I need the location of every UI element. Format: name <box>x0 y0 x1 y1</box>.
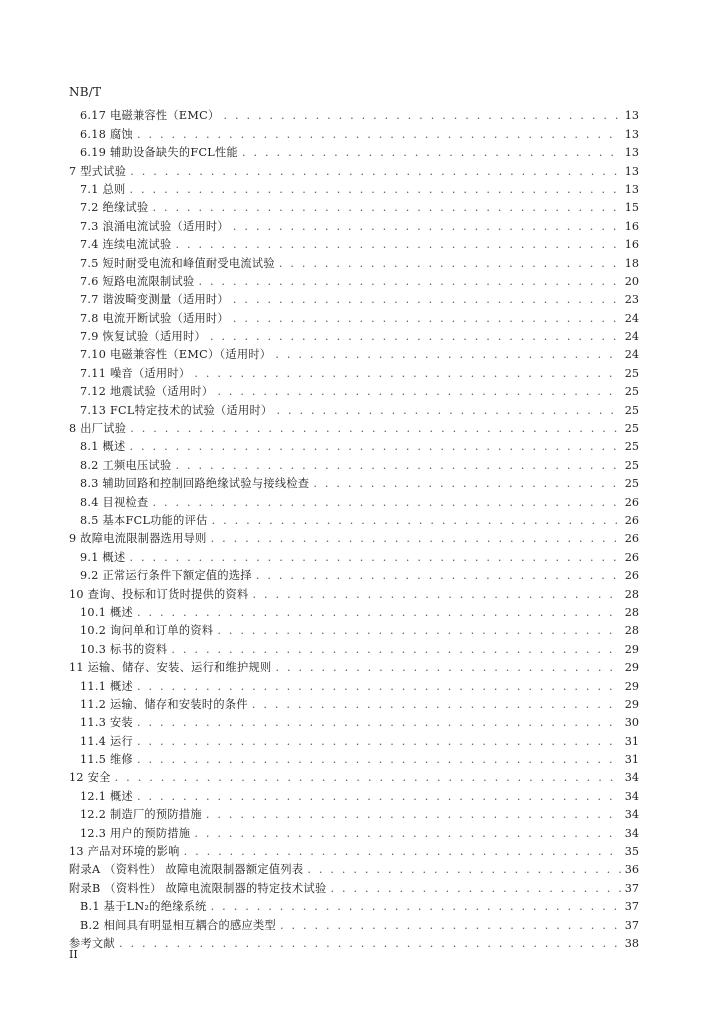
toc-entry[interactable] <box>69 582 639 600</box>
toc-entry-title: 10 查询、投标和订货时提供的资料 <box>69 587 249 601</box>
toc-entry[interactable] <box>69 527 639 545</box>
toc-entry-page: 34 <box>624 826 639 840</box>
toc-leader-dots <box>223 109 620 122</box>
toc-entry-title: 7.13 FCL特定技术的试验（适用时） <box>80 403 273 417</box>
toc-entry-title: 7.9 恢复试验（适用时） <box>80 330 206 344</box>
toc-entry-title: 9 故障电流限制器选用导则 <box>69 532 207 546</box>
toc-leader-dots <box>242 146 621 159</box>
toc-entry-title: 附录B （资料性） 故障电流限制器的特定技术试验 <box>69 881 327 895</box>
toc-entry-page: 25 <box>624 458 639 472</box>
toc-entry-page: 16 <box>624 219 639 233</box>
toc-entry[interactable] <box>69 784 639 802</box>
toc-entry-title: 7.10 电磁兼容性（EMC）（适用时） <box>80 348 272 362</box>
toc-entry-title: 7.7 谐波畸变测量（适用时） <box>80 293 229 307</box>
toc-entry[interactable] <box>69 619 639 637</box>
toc-leader-dots <box>210 330 621 343</box>
toc-leader-dots <box>211 900 621 913</box>
toc-entry[interactable] <box>69 270 639 288</box>
toc-entry[interactable] <box>69 729 639 747</box>
toc-entry-page: 13 <box>624 109 639 123</box>
toc-leader-dots <box>171 643 620 656</box>
toc-entry[interactable] <box>69 748 639 766</box>
toc-entry[interactable] <box>69 490 639 508</box>
toc-entry-page: 29 <box>624 642 639 656</box>
toc-entry-title: 8.2 工频电压试验 <box>80 458 172 472</box>
toc-entry-page: 26 <box>624 569 639 583</box>
toc-entry-title: 6.19 辅助设备缺失的FCL性能 <box>80 146 239 160</box>
toc-entry-title: 11.4 运行 <box>80 734 133 748</box>
toc-entry[interactable] <box>69 601 639 619</box>
toc-entry[interactable] <box>69 876 639 894</box>
toc-leader-dots <box>256 569 621 582</box>
toc-leader-dots <box>119 937 621 950</box>
toc-entry-title: 6.18 腐蚀 <box>80 127 133 141</box>
toc-leader-dots <box>211 532 621 545</box>
toc-leader-dots <box>130 551 621 564</box>
toc-leader-dots <box>137 790 621 803</box>
toc-leader-dots <box>253 588 621 601</box>
toc-entry[interactable] <box>69 674 639 692</box>
toc-entry[interactable] <box>69 306 639 324</box>
toc-entry-title: 11.1 概述 <box>80 679 133 693</box>
toc-entry-title: 7.11 噪音（适用时） <box>80 366 191 380</box>
page-number: II <box>69 948 78 961</box>
toc-entry-title: 7.3 浪涌电流试验（适用时） <box>80 219 229 233</box>
toc-entry-title: 11.2 运输、储存和安装时的条件 <box>80 697 248 711</box>
toc-entry-title: 8 出厂试验 <box>69 422 127 436</box>
toc-entry-title: 7.1 总则 <box>80 182 126 196</box>
toc-entry-page: 16 <box>624 238 639 252</box>
toc-leader-dots <box>137 735 621 748</box>
toc-leader-dots <box>276 661 621 674</box>
toc-entry[interactable] <box>69 398 639 416</box>
toc-entry-title: 8.1 概述 <box>80 440 126 454</box>
toc-leader-dots <box>153 201 621 214</box>
toc-leader-dots <box>307 863 620 876</box>
toc-leader-dots <box>115 771 621 784</box>
toc-entry-page: 35 <box>624 845 639 859</box>
toc-entry-page: 28 <box>624 587 639 601</box>
toc-entry-page: 25 <box>624 385 639 399</box>
toc-entry-title: 7.5 短时耐受电流和峰值耐受电流试验 <box>80 256 275 270</box>
toc-entry[interactable] <box>69 858 639 876</box>
toc-leader-dots <box>194 827 620 840</box>
toc-leader-dots <box>252 698 621 711</box>
toc-entry[interactable] <box>69 913 639 931</box>
toc-entry-page: 34 <box>624 808 639 822</box>
toc-leader-dots <box>280 919 621 932</box>
toc-entry-page: 23 <box>624 293 639 307</box>
toc-entry[interactable] <box>69 104 639 122</box>
toc-leader-dots <box>217 624 620 637</box>
toc-entry-title: 9.1 概述 <box>80 550 126 564</box>
toc-entry-title: 8.4 目视检查 <box>80 495 149 509</box>
toc-entry[interactable] <box>69 766 639 784</box>
toc-entry-page: 15 <box>624 201 639 215</box>
toc-entry[interactable] <box>69 435 639 453</box>
toc-entry-title: 11.5 维修 <box>80 753 133 767</box>
toc-entry-page: 18 <box>624 256 639 270</box>
toc-entry-title: 7.12 地震试验（适用时） <box>80 385 214 399</box>
toc-entry-title: 12.3 用户的预防措施 <box>80 826 191 840</box>
toc-entry-page: 28 <box>624 605 639 619</box>
toc-leader-dots <box>206 808 621 821</box>
toc-entry[interactable] <box>69 361 639 379</box>
toc-entry-title: 8.3 辅助回路和控制回路绝缘试验与接线检查 <box>80 477 310 491</box>
toc-entry-page: 31 <box>624 753 639 767</box>
document-header: NB/T <box>69 85 102 99</box>
toc-leader-dots <box>217 385 620 398</box>
toc-entry[interactable] <box>69 325 639 343</box>
toc-entry-page: 31 <box>624 734 639 748</box>
toc-entry[interactable] <box>69 178 639 196</box>
toc-entry[interactable] <box>69 895 639 913</box>
toc-leader-dots <box>175 238 620 251</box>
table-of-contents <box>69 104 639 950</box>
toc-entry-page: 37 <box>624 881 639 895</box>
toc-entry-page: 34 <box>624 771 639 785</box>
toc-entry[interactable] <box>69 840 639 858</box>
toc-leader-dots <box>233 312 621 325</box>
toc-entry-page: 25 <box>624 477 639 491</box>
toc-entry[interactable] <box>69 196 639 214</box>
toc-entry-title: 7.4 连续电流试验 <box>80 238 172 252</box>
toc-entry[interactable] <box>69 803 639 821</box>
toc-entry-title: 12.2 制造厂的预防措施 <box>80 808 202 822</box>
toc-entry[interactable] <box>69 545 639 563</box>
toc-entry-page: 28 <box>624 624 639 638</box>
toc-entry-page: 26 <box>624 550 639 564</box>
toc-entry[interactable] <box>69 417 639 435</box>
toc-entry-page: 26 <box>624 495 639 509</box>
toc-leader-dots <box>313 477 620 490</box>
toc-entry-page: 37 <box>624 900 639 914</box>
toc-entry-page: 13 <box>624 146 639 160</box>
toc-entry-page: 13 <box>624 164 639 178</box>
toc-entry[interactable] <box>69 380 639 398</box>
toc-entry-title: 7 型式试验 <box>69 164 127 178</box>
toc-entry-page: 13 <box>624 182 639 196</box>
toc-entry[interactable] <box>69 693 639 711</box>
toc-leader-dots <box>130 165 621 178</box>
toc-entry-title: B.1 基于LN₂的绝缘系统 <box>80 900 207 914</box>
toc-leader-dots <box>130 183 621 196</box>
toc-entry-title: 7.6 短路电流限制试验 <box>80 274 195 288</box>
toc-entry-page: 24 <box>624 330 639 344</box>
toc-leader-dots <box>137 680 621 693</box>
toc-leader-dots <box>137 753 621 766</box>
toc-leader-dots <box>194 367 620 380</box>
toc-entry-page: 25 <box>624 366 639 380</box>
toc-entry-page: 13 <box>624 127 639 141</box>
toc-entry-page: 20 <box>624 274 639 288</box>
toc-entry-page: 29 <box>624 679 639 693</box>
toc-entry-title: 12.1 概述 <box>80 789 133 803</box>
toc-entry-title: 9.2 正常运行条件下额定值的选择 <box>80 569 252 583</box>
toc-entry-title: 8.5 基本FCL功能的评估 <box>80 513 208 527</box>
toc-entry-title: 12 安全 <box>69 771 111 785</box>
toc-entry-page: 25 <box>624 440 639 454</box>
toc-entry[interactable] <box>69 711 639 729</box>
toc-leader-dots <box>130 422 621 435</box>
toc-entry-title: 13 产品对环境的影响 <box>69 845 180 859</box>
toc-entry-page: 34 <box>624 789 639 803</box>
toc-entry-page: 24 <box>624 311 639 325</box>
toc-leader-dots <box>212 514 621 527</box>
toc-leader-dots <box>275 348 620 361</box>
toc-leader-dots <box>137 128 621 141</box>
toc-entry[interactable] <box>69 453 639 471</box>
toc-entry[interactable] <box>69 564 639 582</box>
toc-entry-title: 11.3 安装 <box>80 716 133 730</box>
toc-entry[interactable] <box>69 122 639 140</box>
toc-entry-title: 10.1 概述 <box>80 605 133 619</box>
toc-entry[interactable] <box>69 509 639 527</box>
toc-entry-page: 38 <box>624 936 639 950</box>
toc-leader-dots <box>175 459 620 472</box>
toc-entry[interactable] <box>69 472 639 490</box>
toc-entry[interactable] <box>69 251 639 269</box>
toc-entry-page: 25 <box>624 422 639 436</box>
toc-entry-title: 10.3 标书的资料 <box>80 642 168 656</box>
toc-leader-dots <box>233 220 621 233</box>
toc-entry-page: 30 <box>624 716 639 730</box>
toc-leader-dots <box>130 440 621 453</box>
toc-leader-dots <box>137 716 621 729</box>
toc-entry[interactable] <box>69 141 639 159</box>
toc-entry-title: 参考文献 <box>69 936 115 950</box>
toc-leader-dots <box>276 404 620 417</box>
toc-entry[interactable] <box>69 637 639 655</box>
toc-entry[interactable] <box>69 932 639 950</box>
toc-entry-page: 24 <box>624 348 639 362</box>
toc-leader-dots <box>233 293 621 306</box>
toc-leader-dots <box>153 496 621 509</box>
toc-leader-dots <box>137 606 621 619</box>
toc-entry-page: 25 <box>624 403 639 417</box>
toc-leader-dots <box>198 275 620 288</box>
toc-entry-title: 7.2 绝缘试验 <box>80 201 149 215</box>
toc-leader-dots <box>330 882 620 895</box>
toc-entry[interactable] <box>69 159 639 177</box>
toc-entry[interactable] <box>69 656 639 674</box>
toc-entry[interactable] <box>69 214 639 232</box>
toc-entry-title: 11 运输、储存、安装、运行和维护规则 <box>69 661 272 675</box>
toc-entry-page: 36 <box>624 863 639 877</box>
toc-entry-title: 7.8 电流开断试验（适用时） <box>80 311 229 325</box>
toc-entry-page: 26 <box>624 532 639 546</box>
toc-entry-page: 29 <box>624 661 639 675</box>
toc-entry[interactable] <box>69 343 639 361</box>
toc-entry-title: 10.2 询问单和订单的资料 <box>80 624 214 638</box>
toc-entry[interactable] <box>69 821 639 839</box>
toc-entry-title: 附录A （资料性） 故障电流限制器额定值列表 <box>69 863 304 877</box>
toc-leader-dots <box>184 845 621 858</box>
toc-entry[interactable] <box>69 288 639 306</box>
toc-entry-page: 29 <box>624 697 639 711</box>
toc-entry-page: 26 <box>624 513 639 527</box>
toc-leader-dots <box>279 257 621 270</box>
toc-entry-page: 37 <box>624 918 639 932</box>
toc-entry-title: 6.17 电磁兼容性（EMC） <box>80 109 220 123</box>
toc-entry-title: B.2 相间具有明显相互耦合的感应类型 <box>80 918 276 932</box>
toc-entry[interactable] <box>69 233 639 251</box>
